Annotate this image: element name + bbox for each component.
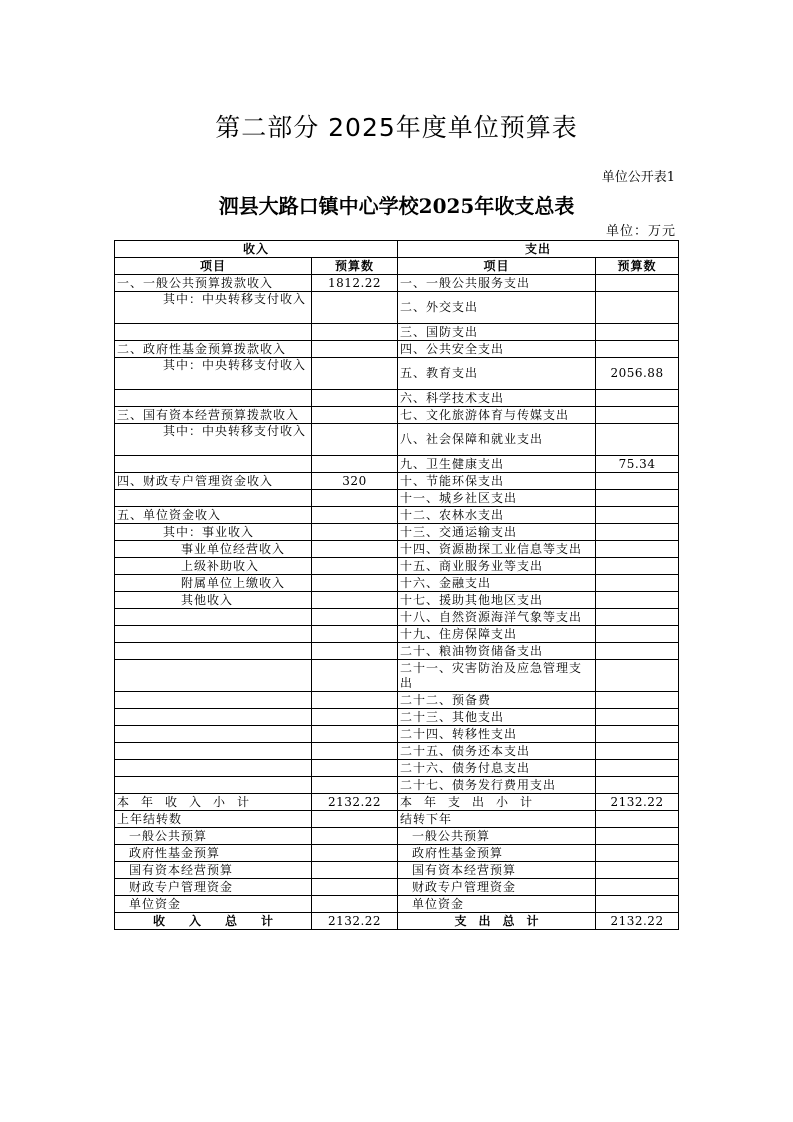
income-value-cell: [312, 828, 398, 845]
expense-item-cell: 二十一、灾害防治及应急管理支出: [398, 660, 596, 692]
income-value-cell: [312, 507, 398, 524]
expense-value-cell: [596, 845, 679, 862]
expense-value-cell: [596, 592, 679, 609]
income-item-cell: 其中：中央转移支付收入: [115, 424, 312, 456]
income-value-cell: [312, 292, 398, 324]
table-row: [115, 558, 679, 575]
income-value-cell: [312, 845, 398, 862]
income-value-cell: 2132.22: [312, 913, 398, 930]
income-item-cell: 单位资金: [115, 896, 312, 913]
income-value-cell: [312, 558, 398, 575]
expense-item-cell: 二十五、债务还本支出: [398, 743, 596, 760]
income-item-cell: [115, 692, 312, 709]
expense-value-cell: [596, 541, 679, 558]
expense-value-cell: [596, 424, 679, 456]
income-item-cell: 一般公共预算: [115, 828, 312, 845]
income-value-cell: [312, 777, 398, 794]
table-row: [115, 292, 679, 324]
table-row: [115, 862, 679, 879]
income-header: 收入: [115, 241, 398, 258]
income-value-cell: [312, 709, 398, 726]
expense-item-cell: 本 年 支 出 小 计: [398, 794, 596, 811]
expense-budget-header: 预算数: [596, 258, 679, 275]
income-item-cell: [115, 709, 312, 726]
income-item-cell: 上级补助收入: [115, 558, 312, 575]
income-item-cell: [115, 660, 312, 692]
income-item-cell: [115, 726, 312, 743]
expense-value-cell: 75.34: [596, 456, 679, 473]
table-row: [115, 709, 679, 726]
income-item-cell: [115, 743, 312, 760]
expense-item-cell: 财政专户管理资金: [398, 879, 596, 896]
income-value-cell: [312, 592, 398, 609]
income-value-cell: [312, 726, 398, 743]
expense-value-cell: [596, 709, 679, 726]
expense-item-cell: 六、科学技术支出: [398, 390, 596, 407]
expense-value-cell: 2132.22: [596, 794, 679, 811]
table-row: [115, 507, 679, 524]
expense-item-cell: 单位资金: [398, 896, 596, 913]
income-value-cell: [312, 660, 398, 692]
income-value-cell: [312, 324, 398, 341]
table-row: [115, 879, 679, 896]
expense-item-cell: 一、一般公共服务支出: [398, 275, 596, 292]
income-value-cell: [312, 643, 398, 660]
expense-value-cell: [596, 896, 679, 913]
expense-item-cell: 十五、商业服务业等支出: [398, 558, 596, 575]
income-item-cell: [115, 390, 312, 407]
table-header-row: [115, 241, 679, 258]
income-value-cell: [312, 456, 398, 473]
expense-item-cell: 四、公共安全支出: [398, 341, 596, 358]
income-item-cell: 附属单位上缴收入: [115, 575, 312, 592]
expense-value-cell: [596, 692, 679, 709]
table-row: [115, 541, 679, 558]
expense-item-cell: 支 出 总 计: [398, 913, 596, 930]
expense-value-cell: [596, 407, 679, 424]
expense-item-cell: 三、国防支出: [398, 324, 596, 341]
expense-value-cell: [596, 726, 679, 743]
table-row: [115, 390, 679, 407]
expense-value-cell: [596, 660, 679, 692]
table-row: [115, 524, 679, 541]
expense-value-cell: [596, 743, 679, 760]
income-item-cell: 收 入 总 计: [115, 913, 312, 930]
expense-item-cell: 结转下年: [398, 811, 596, 828]
document-title: 泗县大路口镇中心学校2025年收支总表: [218, 194, 575, 218]
expense-value-cell: [596, 390, 679, 407]
unit-label: 单位：万元: [605, 224, 676, 239]
income-value-cell: [312, 407, 398, 424]
expense-header: 支出: [398, 241, 679, 258]
income-item-cell: [115, 324, 312, 341]
expense-value-cell: [596, 777, 679, 794]
table-row: [115, 845, 679, 862]
expense-item-cell: 十二、农林水支出: [398, 507, 596, 524]
income-item-cell: 本 年 收 入 小 计: [115, 794, 312, 811]
income-item-cell: [115, 643, 312, 660]
table-row: [115, 424, 679, 456]
table-row: [115, 275, 679, 292]
table-row: [115, 473, 679, 490]
expense-item-cell: 二十四、转移性支出: [398, 726, 596, 743]
income-value-cell: [312, 341, 398, 358]
expense-value-cell: [596, 643, 679, 660]
part-title: 第二部分 2025年度单位预算表: [215, 113, 578, 142]
table-row: [115, 760, 679, 777]
expense-value-cell: [596, 341, 679, 358]
table-row: [115, 575, 679, 592]
income-value-cell: [312, 575, 398, 592]
income-item-cell: 其他收入: [115, 592, 312, 609]
table-number: 单位公开表1: [601, 170, 675, 185]
income-item-cell: [115, 490, 312, 507]
expense-value-cell: [596, 473, 679, 490]
expense-value-cell: [596, 490, 679, 507]
expense-item-cell: 十八、自然资源海洋气象等支出: [398, 609, 596, 626]
income-item-cell: 政府性基金预算: [115, 845, 312, 862]
expense-value-cell: [596, 828, 679, 845]
expense-item-cell: 国有资本经营预算: [398, 862, 596, 879]
income-value-cell: [312, 541, 398, 558]
expense-value-cell: [596, 862, 679, 879]
table-row: [115, 660, 679, 692]
income-value-cell: 320: [312, 473, 398, 490]
expense-value-cell: [596, 507, 679, 524]
table-row: [115, 692, 679, 709]
expense-value-cell: [596, 324, 679, 341]
table-row: [115, 609, 679, 626]
income-value-cell: [312, 692, 398, 709]
table-row: [115, 456, 679, 473]
expense-value-cell: [596, 292, 679, 324]
income-item-cell: 上年结转数: [115, 811, 312, 828]
table-row: [115, 490, 679, 507]
income-item-cell: 财政专户管理资金: [115, 879, 312, 896]
income-item-cell: 二、政府性基金预算拨款收入: [115, 341, 312, 358]
table-subheader-row: [115, 258, 679, 275]
income-value-cell: [312, 524, 398, 541]
expense-item-cell: 二十二、预备费: [398, 692, 596, 709]
expense-item-cell: 七、文化旅游体育与传媒支出: [398, 407, 596, 424]
income-value-cell: [312, 811, 398, 828]
table-row: [115, 811, 679, 828]
expense-value-cell: [596, 524, 679, 541]
expense-item-cell: 二十三、其他支出: [398, 709, 596, 726]
income-item-cell: 五、单位资金收入: [115, 507, 312, 524]
expense-value-cell: [596, 558, 679, 575]
expense-value-cell: [596, 609, 679, 626]
expense-item-cell: 九、卫生健康支出: [398, 456, 596, 473]
expense-item-cell: 十九、住房保障支出: [398, 626, 596, 643]
table-row: [115, 358, 679, 390]
income-value-cell: [312, 490, 398, 507]
table-row: [115, 324, 679, 341]
expense-item-cell: 二十七、债务发行费用支出: [398, 777, 596, 794]
table-row: [115, 407, 679, 424]
expense-value-cell: [596, 879, 679, 896]
expense-value-cell: [596, 760, 679, 777]
income-item-cell: 事业单位经营收入: [115, 541, 312, 558]
expense-item-cell: 十一、城乡社区支出: [398, 490, 596, 507]
income-value-cell: [312, 896, 398, 913]
table-row: [115, 626, 679, 643]
expense-item-cell: 二十、粮油物资储备支出: [398, 643, 596, 660]
income-item-cell: 其中：中央转移支付收入: [115, 358, 312, 390]
income-item-cell: [115, 626, 312, 643]
expense-item-cell: 十、节能环保支出: [398, 473, 596, 490]
expense-value-cell: 2132.22: [596, 913, 679, 930]
income-value-cell: [312, 626, 398, 643]
table-row: [115, 896, 679, 913]
income-item-cell: [115, 609, 312, 626]
income-value-cell: [312, 862, 398, 879]
income-value-cell: [312, 609, 398, 626]
table-row: [115, 794, 679, 811]
expense-item-cell: 政府性基金预算: [398, 845, 596, 862]
table-row: [115, 828, 679, 845]
expense-item-cell: 十三、交通运输支出: [398, 524, 596, 541]
table-row: [115, 341, 679, 358]
expense-value-cell: [596, 575, 679, 592]
income-item-cell: 其中：中央转移支付收入: [115, 292, 312, 324]
income-value-cell: [312, 760, 398, 777]
expense-item-cell: 十四、资源勘探工业信息等支出: [398, 541, 596, 558]
budget-summary-table: [114, 240, 679, 930]
expense-value-cell: 2056.88: [596, 358, 679, 390]
expense-item-cell: 十七、援助其他地区支出: [398, 592, 596, 609]
expense-value-cell: [596, 811, 679, 828]
table-row: [115, 743, 679, 760]
expense-item-header: 项目: [398, 258, 596, 275]
table-row: [115, 913, 679, 930]
income-budget-header: 预算数: [312, 258, 398, 275]
expense-item-cell: 十六、金融支出: [398, 575, 596, 592]
income-item-cell: [115, 760, 312, 777]
income-item-cell: 其中：事业收入: [115, 524, 312, 541]
expense-item-cell: 八、社会保障和就业支出: [398, 424, 596, 456]
income-value-cell: [312, 424, 398, 456]
income-item-cell: 四、财政专户管理资金收入: [115, 473, 312, 490]
income-value-cell: 2132.22: [312, 794, 398, 811]
expense-value-cell: [596, 626, 679, 643]
income-item-cell: [115, 777, 312, 794]
income-item-cell: 三、国有资本经营预算拨款收入: [115, 407, 312, 424]
expense-value-cell: [596, 275, 679, 292]
expense-item-cell: 二十六、债务付息支出: [398, 760, 596, 777]
table-row: [115, 777, 679, 794]
table-row: [115, 726, 679, 743]
expense-item-cell: 二、外交支出: [398, 292, 596, 324]
expense-item-cell: 一般公共预算: [398, 828, 596, 845]
income-value-cell: [312, 879, 398, 896]
income-item-header: 项目: [115, 258, 312, 275]
income-item-cell: 一、一般公共预算拨款收入: [115, 275, 312, 292]
expense-item-cell: 五、教育支出: [398, 358, 596, 390]
income-value-cell: [312, 743, 398, 760]
table-row: [115, 592, 679, 609]
income-value-cell: [312, 358, 398, 390]
income-item-cell: 国有资本经营预算: [115, 862, 312, 879]
table-row: [115, 643, 679, 660]
income-value-cell: 1812.22: [312, 275, 398, 292]
income-value-cell: [312, 390, 398, 407]
income-item-cell: [115, 456, 312, 473]
